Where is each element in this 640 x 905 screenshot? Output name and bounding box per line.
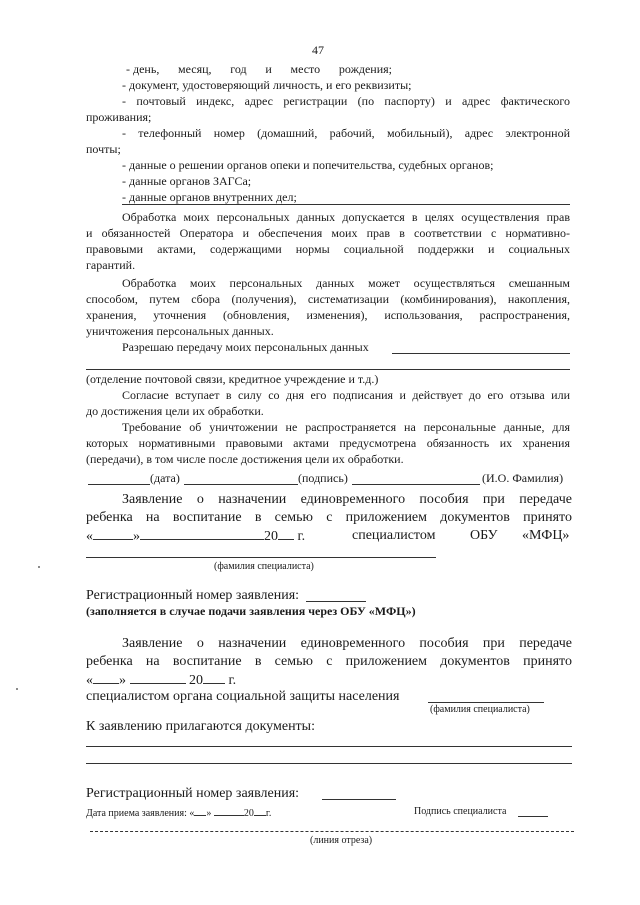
list-item-3: - почтовый индекс, адрес регистрации (по паспорту) и адрес фактического	[122, 94, 570, 108]
para2-line4: уничтожения персональных данных.	[86, 324, 274, 338]
footer-reg-label: Регистрационный номер заявления:	[86, 786, 300, 801]
social-specialist-field[interactable]	[428, 702, 544, 703]
para4-line1: Требование об уничтожении не распространяется на персональные данные, для	[122, 420, 570, 434]
para1-line1: Обработка моих персональных данных допускается в целях осуществления прав	[122, 210, 570, 224]
para1-line2: и обязанностей Оператора и обеспечения моих прав в соответствии с нормативно-	[86, 226, 570, 240]
mfc-specialist-hint: (фамилия специалиста)	[214, 561, 314, 572]
attachments-label: К заявлению прилагаются документы:	[86, 719, 315, 734]
social-line4: специалистом органа социальной защиты населения	[86, 689, 400, 704]
list-item-7: - данные органов внутренних дел;	[122, 190, 297, 204]
transfer-hint: (отделение почтовой связи, кредитное учреждение и т.д.)	[86, 372, 379, 386]
footer-reg-field[interactable]	[322, 799, 396, 800]
para1-line3: правовыми актами, содержащими нормы социальной поддержки и социальных	[86, 242, 570, 256]
social-month-field[interactable]	[130, 673, 186, 684]
social-line2: ребенка на воспитание в семью с приложением документов принято	[86, 654, 572, 669]
list-item-4: - телефонный номер (домашний, рабочий, мобильный), адрес электронной	[122, 126, 570, 140]
list-item-1: - день, месяц, год и место рождения;	[126, 62, 392, 76]
para4-line2: которых нормативными правовыми актами предусмотрена обязанность их хранения	[86, 436, 570, 450]
mfc-line2: ребенка на воспитание в семью с приложением документов принято	[86, 510, 572, 525]
signature-field[interactable]	[184, 484, 298, 485]
list-item-3-cont: проживания;	[86, 110, 152, 124]
footer-day-field[interactable]	[194, 807, 206, 816]
footer-signature-label: Подпись специалиста	[414, 806, 507, 817]
para1-line4: гарантий.	[86, 258, 136, 272]
list-item-6: - данные органов ЗАГСа;	[122, 174, 252, 188]
mfc-year-field[interactable]	[278, 529, 294, 540]
para3-line1: Согласие вступает в силу со дня его подписания и действует до его отзыва или	[122, 388, 570, 402]
attachments-field-2[interactable]	[86, 763, 572, 764]
mfc-line3: « » 20 г. специалистом ОБУ «МФЦ»	[86, 528, 570, 544]
mfc-reg-label: Регистрационный номер заявления:	[86, 588, 300, 603]
cut-line	[90, 831, 574, 832]
para2-line1: Обработка моих персональных данных может осуществляться смешанным	[122, 276, 570, 290]
footer-signature-field[interactable]	[518, 816, 548, 817]
footer-month-field[interactable]	[214, 807, 244, 816]
page-number: 47	[312, 43, 324, 57]
cut-line-label: (линия отреза)	[310, 835, 373, 846]
social-line3: « » 20 г.	[86, 673, 237, 688]
footer-date: Дата приема заявления: « » 20 г.	[86, 808, 272, 819]
blank-line	[122, 204, 570, 205]
scan-speck	[38, 566, 40, 568]
para3-line2: до достижения цели их обработки.	[86, 404, 264, 418]
list-item-4-cont: почты;	[86, 142, 121, 156]
footer-year-field[interactable]	[254, 807, 266, 816]
date-label: (дата)	[150, 471, 180, 485]
social-year-field[interactable]	[203, 673, 225, 684]
transfer-label: Разрешаю передачу моих персональных данных	[122, 340, 369, 354]
para2-line3: хранения, уточнения (обновления, изменения), использования, распространения,	[86, 308, 570, 322]
list-item-2: - документ, удостоверяющий личность, и его реквизиты;	[122, 78, 412, 92]
para4-line3: (передачи), в том числе после достижения цели их обработки.	[86, 452, 404, 466]
transfer-field[interactable]	[392, 353, 570, 354]
attachments-field-1[interactable]	[86, 746, 572, 747]
date-field[interactable]	[88, 484, 150, 485]
mfc-reg-note: (заполняется в случае подачи заявления через ОБУ «МФЦ»)	[86, 604, 416, 618]
signature-label: (подпись)	[298, 471, 348, 485]
scan-speck	[16, 688, 18, 690]
transfer-field-line2[interactable]	[86, 369, 570, 370]
social-specialist-hint: (фамилия специалиста)	[430, 704, 530, 715]
mfc-day-field[interactable]	[93, 529, 133, 540]
mfc-line1: Заявление о назначении единовременного пособия при передаче	[122, 492, 572, 507]
social-day-field[interactable]	[93, 673, 119, 684]
mfc-specialist-field[interactable]	[86, 557, 436, 558]
social-line1: Заявление о назначении единовременного пособия при передаче	[122, 636, 572, 651]
name-field[interactable]	[352, 484, 480, 485]
mfc-month-field[interactable]	[140, 529, 264, 540]
list-item-5: - данные о решении органов опеки и попечительства, судебных органов;	[122, 158, 494, 172]
mfc-reg-field[interactable]	[306, 601, 366, 602]
name-label: (И.О. Фамилия)	[482, 471, 564, 485]
para2-line2: способом, путем сбора (получения), систематизации (комбинирования), накопления,	[86, 292, 570, 306]
